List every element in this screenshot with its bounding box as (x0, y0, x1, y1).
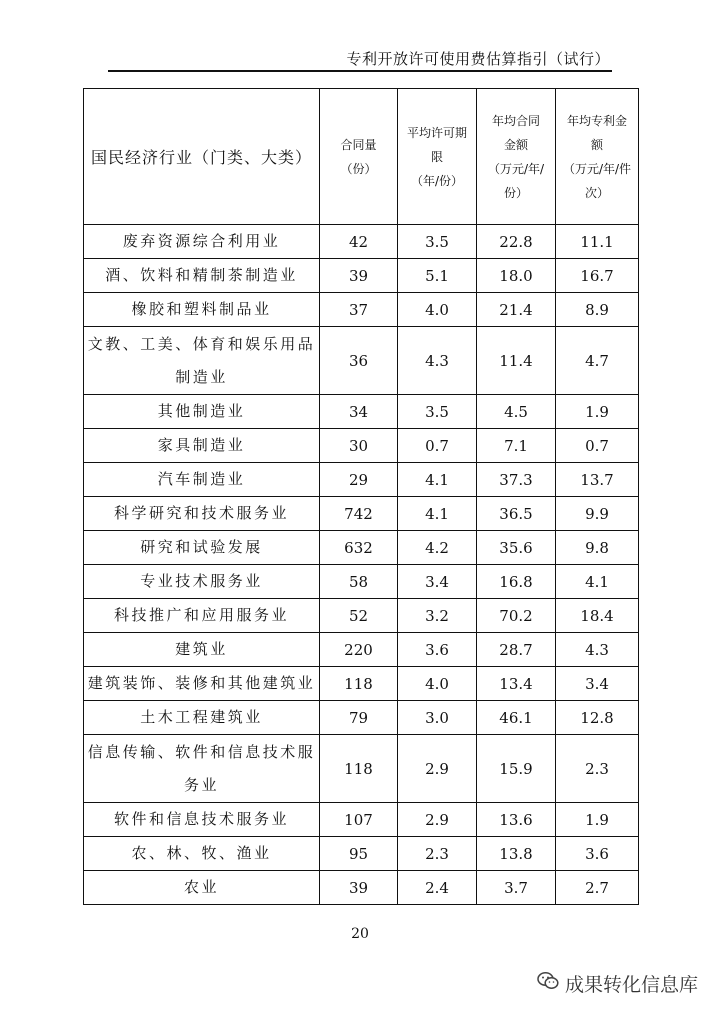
cell-period: 4.2 (398, 531, 477, 565)
table-row (84, 497, 639, 531)
cell-patent: 2.7 (556, 871, 639, 905)
cell-industry: 酒、饮料和精制茶制造业 (84, 259, 320, 293)
cell-period: 4.1 (398, 463, 477, 497)
header-annual-patent-text: 年均专利金 额 （万元/年/件 次） (562, 113, 632, 200)
cell-period: 2.4 (398, 871, 477, 905)
cell-industry: 建筑装饰、装修和其他建筑业 (84, 667, 320, 701)
cell-patent: 16.7 (556, 259, 639, 293)
cell-industry: 软件和信息技术服务业 (84, 803, 320, 837)
page-number: 20 (351, 926, 369, 942)
cell-amount: 70.2 (477, 599, 556, 633)
header-period (398, 89, 477, 225)
cell-industry: 汽车制造业 (84, 463, 320, 497)
cell-industry: 其他制造业 (84, 395, 320, 429)
cell-contracts: 58 (320, 565, 398, 599)
cell-period: 4.0 (398, 667, 477, 701)
cell-patent: 4.3 (556, 633, 639, 667)
cell-period: 3.0 (398, 701, 477, 735)
cell-amount: 37.3 (477, 463, 556, 497)
cell-industry: 科技推广和应用服务业 (84, 599, 320, 633)
table-row (84, 395, 639, 429)
cell-industry: 废弃资源综合利用业 (84, 225, 320, 259)
cell-industry: 信息传输、软件和信息技术服务业 (84, 735, 320, 803)
wechat-icon (537, 971, 559, 996)
table-row (84, 225, 639, 259)
cell-period: 3.5 (398, 395, 477, 429)
table-row (84, 565, 639, 599)
cell-contracts: 118 (320, 735, 398, 803)
cell-patent: 3.4 (556, 667, 639, 701)
cell-industry: 专业技术服务业 (84, 565, 320, 599)
header-annual-amount-text: 年均合同 金额 （万元/年/ 份） (487, 113, 545, 200)
cell-amount: 7.1 (477, 429, 556, 463)
cell-amount: 46.1 (477, 701, 556, 735)
cell-amount: 11.4 (477, 327, 556, 395)
cell-contracts: 36 (320, 327, 398, 395)
cell-industry: 农、林、牧、渔业 (84, 837, 320, 871)
table-row (84, 293, 639, 327)
cell-contracts: 107 (320, 803, 398, 837)
cell-amount: 21.4 (477, 293, 556, 327)
cell-period: 3.5 (398, 225, 477, 259)
cell-contracts: 632 (320, 531, 398, 565)
table-row (84, 633, 639, 667)
cell-period: 2.9 (398, 803, 477, 837)
cell-amount: 28.7 (477, 633, 556, 667)
cell-period: 2.3 (398, 837, 477, 871)
cell-patent: 4.1 (556, 565, 639, 599)
cell-contracts: 29 (320, 463, 398, 497)
cell-period: 4.0 (398, 293, 477, 327)
cell-patent: 8.9 (556, 293, 639, 327)
cell-contracts: 30 (320, 429, 398, 463)
cell-industry: 土木工程建筑业 (84, 701, 320, 735)
cell-contracts: 52 (320, 599, 398, 633)
cell-patent: 4.7 (556, 327, 639, 395)
cell-amount: 16.8 (477, 565, 556, 599)
cell-amount: 22.8 (477, 225, 556, 259)
header-period-text: 平均许可期 限 （年/份） (406, 125, 467, 188)
cell-industry: 文教、工美、体育和娱乐用品制造业 (84, 327, 320, 395)
cell-contracts: 118 (320, 667, 398, 701)
header-annual-amount (477, 89, 556, 225)
table-row (84, 259, 639, 293)
cell-period: 0.7 (398, 429, 477, 463)
cell-amount: 3.7 (477, 871, 556, 905)
watermark-text: 成果转化信息库 (564, 974, 698, 996)
cell-patent: 1.9 (556, 803, 639, 837)
cell-patent: 9.8 (556, 531, 639, 565)
cell-patent: 3.6 (556, 837, 639, 871)
cell-patent: 13.7 (556, 463, 639, 497)
header-contracts-text: 合同量 （份） (340, 137, 377, 176)
cell-patent: 2.3 (556, 735, 639, 803)
cell-patent: 12.8 (556, 701, 639, 735)
table-row (84, 599, 639, 633)
cell-period: 2.9 (398, 735, 477, 803)
cell-contracts: 742 (320, 497, 398, 531)
industry-license-table (83, 88, 639, 905)
table-row (84, 871, 639, 905)
cell-amount: 35.6 (477, 531, 556, 565)
cell-amount: 13.8 (477, 837, 556, 871)
table-row (84, 735, 639, 803)
cell-period: 3.2 (398, 599, 477, 633)
table-row (84, 463, 639, 497)
cell-industry: 建筑业 (84, 633, 320, 667)
cell-patent: 18.4 (556, 599, 639, 633)
cell-contracts: 39 (320, 871, 398, 905)
cell-patent: 0.7 (556, 429, 639, 463)
cell-amount: 18.0 (477, 259, 556, 293)
cell-patent: 11.1 (556, 225, 639, 259)
cell-industry: 家具制造业 (84, 429, 320, 463)
header-contracts (320, 89, 398, 225)
table-row (84, 531, 639, 565)
cell-contracts: 34 (320, 395, 398, 429)
cell-industry: 农业 (84, 871, 320, 905)
cell-amount: 13.6 (477, 803, 556, 837)
cell-contracts: 95 (320, 837, 398, 871)
table-row (84, 327, 639, 395)
table-row (84, 837, 639, 871)
cell-amount: 13.4 (477, 667, 556, 701)
header-industry: 国民经济行业（门类、大类） (84, 89, 320, 225)
cell-contracts: 79 (320, 701, 398, 735)
cell-amount: 15.9 (477, 735, 556, 803)
table-row (84, 701, 639, 735)
table-row (84, 803, 639, 837)
table-row (84, 429, 639, 463)
header-rule (108, 70, 612, 72)
cell-period: 5.1 (398, 259, 477, 293)
cell-contracts: 37 (320, 293, 398, 327)
cell-amount: 36.5 (477, 497, 556, 531)
table-row (84, 667, 639, 701)
cell-period: 4.1 (398, 497, 477, 531)
cell-industry: 科学研究和技术服务业 (84, 497, 320, 531)
cell-patent: 1.9 (556, 395, 639, 429)
watermark (537, 970, 698, 997)
cell-patent: 9.9 (556, 497, 639, 531)
cell-industry: 橡胶和塑料制品业 (84, 293, 320, 327)
table-header-row (84, 89, 639, 225)
header-annual-patent (556, 89, 639, 225)
cell-contracts: 39 (320, 259, 398, 293)
document-header-title: 专利开放许可使用费估算指引（试行） (346, 50, 610, 68)
cell-contracts: 220 (320, 633, 398, 667)
cell-period: 3.6 (398, 633, 477, 667)
cell-industry: 研究和试验发展 (84, 531, 320, 565)
cell-amount: 4.5 (477, 395, 556, 429)
cell-contracts: 42 (320, 225, 398, 259)
cell-period: 3.4 (398, 565, 477, 599)
cell-period: 4.3 (398, 327, 477, 395)
